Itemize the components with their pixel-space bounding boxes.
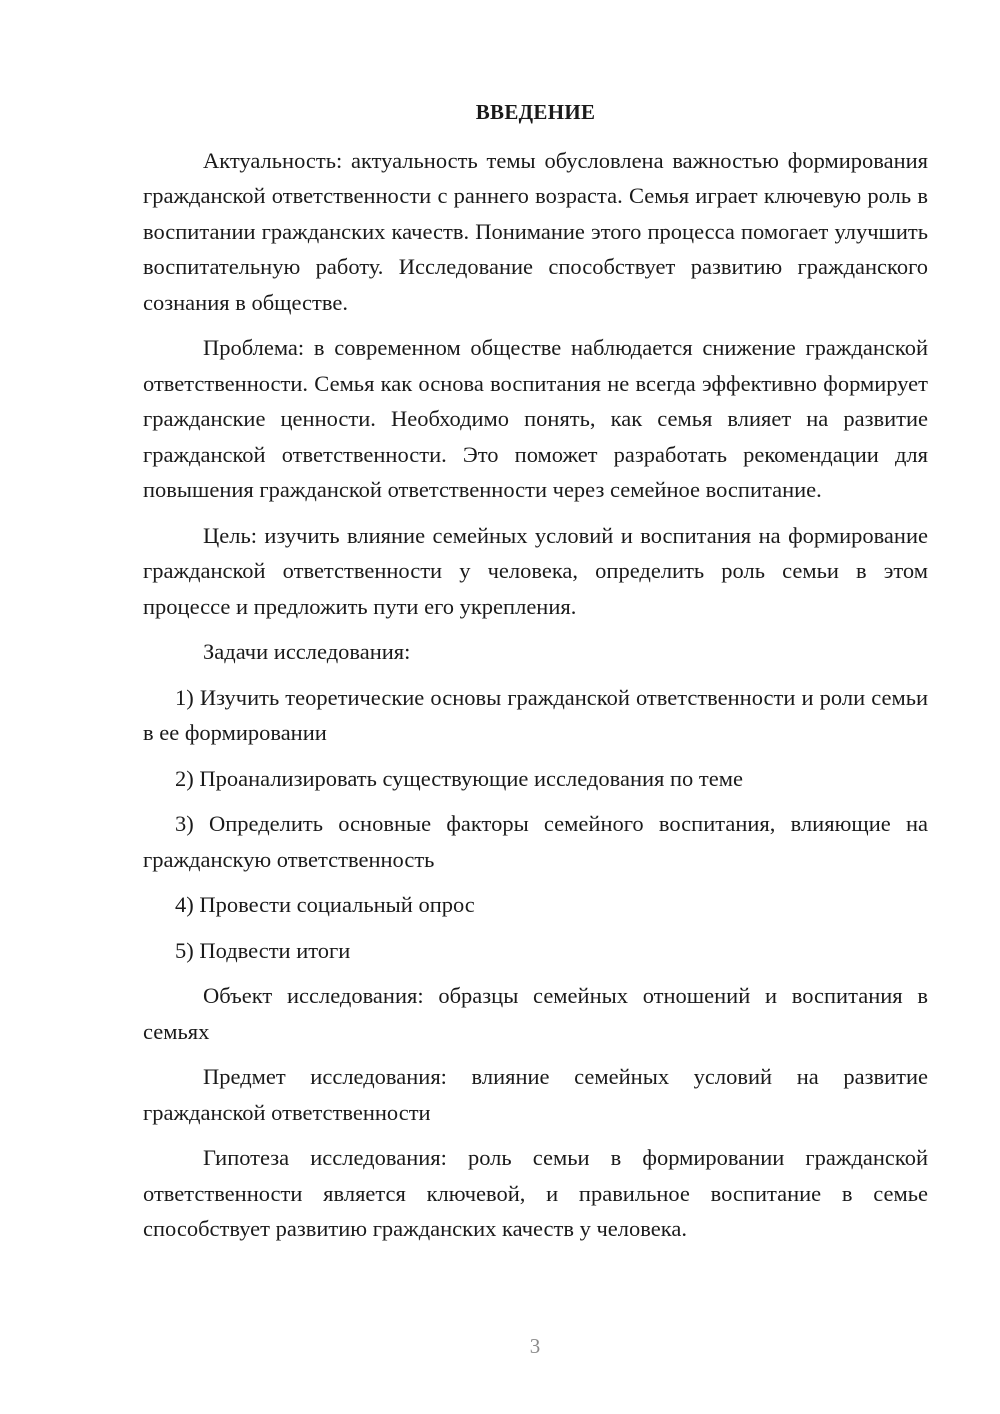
- task-item-1: 1) Изучить теоретические основы гражданской ответственности и роли семьи в ее формировании: [143, 684, 928, 745]
- tasks-heading: Задачи исследования:: [203, 639, 411, 664]
- page-content: [143, 95, 928, 1257]
- task-item-3: 3) Определить основные факторы семейного воспитания, влияющие на гражданскую ответственность: [143, 811, 928, 872]
- task-item-2: 2) Проанализировать существующие исследования по теме: [175, 765, 743, 791]
- paragraph-relevance: Актуальность: актуальность темы обусловлена важностью формирования гражданской ответственности с раннего возраста. Семья играет ключевую роль в воспитании гражданских качеств. Понимание этого процесса помогает улучшить воспитательную работу. Исследование способствует развитию гражданского сознания в обществе.: [143, 147, 928, 315]
- paragraph-hypothesis: Гипотеза исследования: роль семьи в формировании гражданской ответственности является ключевой, и правильное воспитание в семье способствует развитию гражданских качеств у человека.: [143, 1145, 928, 1241]
- task-item-5: 5) Подвести итоги: [175, 937, 351, 963]
- paragraph-goal: Цель: изучить влияние семейных условий и воспитания на формирование гражданской ответственности у человека, определить роль семьи в этом процессе и предложить пути его укрепления.: [143, 522, 928, 619]
- task-item-4: 4) Провести социальный опрос: [175, 892, 475, 917]
- page-title: ВВЕДЕНИЕ: [475, 100, 596, 124]
- paragraph-problem: Проблема: в современном обществе наблюдается снижение гражданской ответственности. Семья как основа воспитания не всегда эффективно формирует гражданские ценности. Необходимо понять, как семья влияет на развитие гражданской ответственности. Это поможет разработать рекомендации для повышения гражданской ответственности через семейное воспитание.: [143, 335, 928, 502]
- page-number: 3: [529, 1334, 541, 1358]
- paragraph-object: Объект исследования: образцы семейных отношений и воспитания в семьях: [143, 983, 928, 1044]
- paragraph-subject: Предмет исследования: влияние семейных условий на развитие гражданской ответственности: [143, 1064, 928, 1125]
